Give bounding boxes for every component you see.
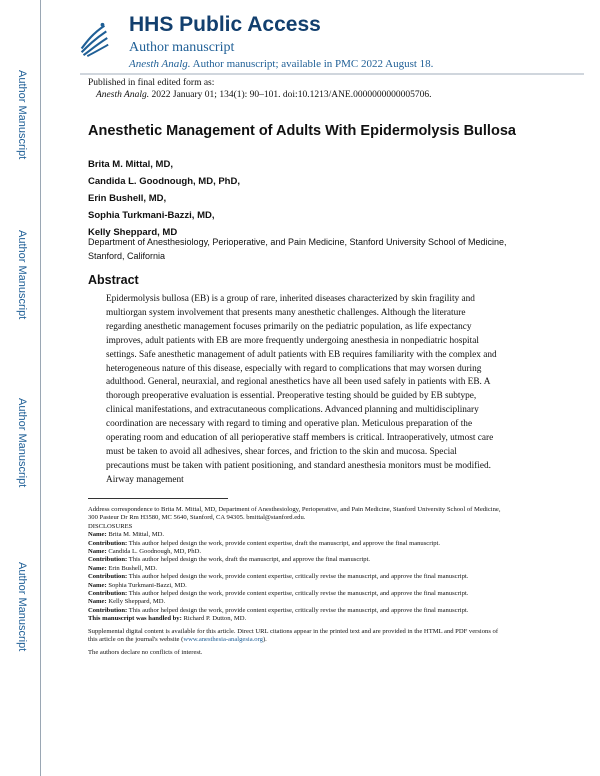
- journal-abbrev: Anesth Analg.: [129, 58, 191, 70]
- author: Sophia Turkmani-Bazzi, MD,: [88, 210, 215, 221]
- contributor-contribution: Contribution: This author helped design the work, draft the manuscript, and approve the final manuscript.: [88, 556, 371, 564]
- author: Kelly Sheppard, MD: [88, 227, 178, 238]
- handled-by: This manuscript was handled by: Richard P. Dutton, MD.: [88, 615, 247, 623]
- author-list: [88, 156, 240, 241]
- abstract-heading: Abstract: [88, 273, 139, 287]
- supplemental-note: Supplemental digital content is available for this article. Direct URL citations appear in the printed text and are provided in the HTML and PDF versions of this article on the journal's website (www.anesthesia-analgesia.org).: [88, 627, 499, 644]
- author: Erin Bushell, MD,: [88, 193, 167, 204]
- contributor-contribution: Contribution: This author helped design the work, provide content expertise, critically revise the manuscript, and approve the final manuscript.: [88, 606, 469, 614]
- footnote-divider: [88, 498, 228, 499]
- footnotes: [88, 506, 508, 657]
- header-title: HHS Public Access: [129, 13, 321, 36]
- paper-title: Anesthetic Management of Adults With Epidermolysis Bullosa: [88, 123, 516, 139]
- correspondence: Address correspondence to Brita M. Mittal, MD, Department of Anesthesiology, Perioperative, and Pain Medicine, Stanford University School of Medicine, 300 Pasteur Dr Rm H3580, MC 5640, Stanford, CA 94305. bmittal@stanford.edu.: [88, 506, 501, 522]
- author: Brita M. Mittal, MD,: [88, 159, 173, 170]
- sidebar-rule: [40, 0, 41, 776]
- contributor-contribution: Contribution: This author helped design the work, provide content expertise, critically revise the manuscript, and approve the final manuscript.: [88, 573, 469, 581]
- contributor-name: Name: Brita M. Mittal, MD.: [88, 531, 165, 539]
- conflicts-statement: The authors declare no conflicts of interest.: [88, 648, 203, 656]
- citation-journal: Anesth Analg.: [96, 90, 150, 100]
- disclosures-heading: DISCLOSURES: [88, 522, 133, 530]
- author: Candida L. Goodnough, MD, PhD,: [88, 176, 240, 187]
- contributor-name: Name: Erin Bushell, MD.: [88, 564, 158, 572]
- published-line: Published in final edited form as:: [88, 78, 215, 88]
- availability-text: Author manuscript; available in PMC 2022 August 18.: [190, 58, 434, 70]
- hhs-eagle-logo-icon: [74, 20, 112, 58]
- sidebar-label: Author Manuscript: [16, 562, 28, 652]
- contributor-contribution: Contribution: This author helped design the work, provide content expertise, draft the manuscript, and approve the final manuscript.: [88, 539, 441, 547]
- citation-text: 2022 January 01; 134(1): 90–101. doi:10.1213/ANE.0000000000005706.: [149, 90, 432, 100]
- abstract-text: Epidermolysis bullosa (EB) is a group of rare, inherited diseases characterized by skin fragility and multiorgan system involvement that presents many anesthetic challenges. Although the literature regarding anesthetic management focuses primarily on the pediatric population, as life expectancy improves, adult patients with EB are more frequently undergoing anesthesia in nonpediatric hospital settings. Safe anesthetic management of adult patients with EB requires familiarity with the complex and heterogeneous nature of this disease, especially with regard to complications that may worsen during adulthood. General, neuraxial, and regional anesthetics have all been used safely in patients with EB. A thorough preoperative evaluation is essential. Preoperative testing should be guided by EB subtype, clinical manifestations, and extracutaneous complications. Advanced planning and multidisciplinary coordination are necessary with regard to timing and operative plan. Meticulous preparation of the operating room and education of all perioperative staff members is critical. Intraoperatively, utmost care must be taken to avoid all adhesives, shear forces, and friction to the skin and mucosa. Special precautions must be taken with patient positioning, and standard anesthesia monitors must be modified. Airway management: [106, 294, 497, 485]
- sidebar-label: Author Manuscript: [16, 398, 28, 488]
- publication-info: [88, 77, 431, 101]
- contributor-name: Name: Kelly Sheppard, MD.: [88, 598, 166, 606]
- sidebar-label: Author Manuscript: [16, 70, 28, 160]
- contributor-name: Name: Sophia Turkmani-Bazzi, MD.: [88, 581, 187, 589]
- sidebar-label: Author Manuscript: [16, 230, 28, 320]
- header-divider: [80, 73, 584, 75]
- availability-line: [129, 58, 433, 70]
- header-subtitle: Author manuscript: [129, 40, 235, 55]
- contributor-name: Name: Candida L. Goodnough, MD, PhD.: [88, 548, 202, 556]
- affiliation: Department of Anesthesiology, Perioperative, and Pain Medicine, Stanford University School of Medicine, Stanford, California: [88, 237, 507, 261]
- contributor-contribution: Contribution: This author helped design the work, provide content expertise, critically revise the manuscript, and approve the final manuscript.: [88, 590, 469, 598]
- citation: [88, 89, 431, 101]
- journal-website-link[interactable]: www.anesthesia-analgesia.org: [183, 636, 263, 644]
